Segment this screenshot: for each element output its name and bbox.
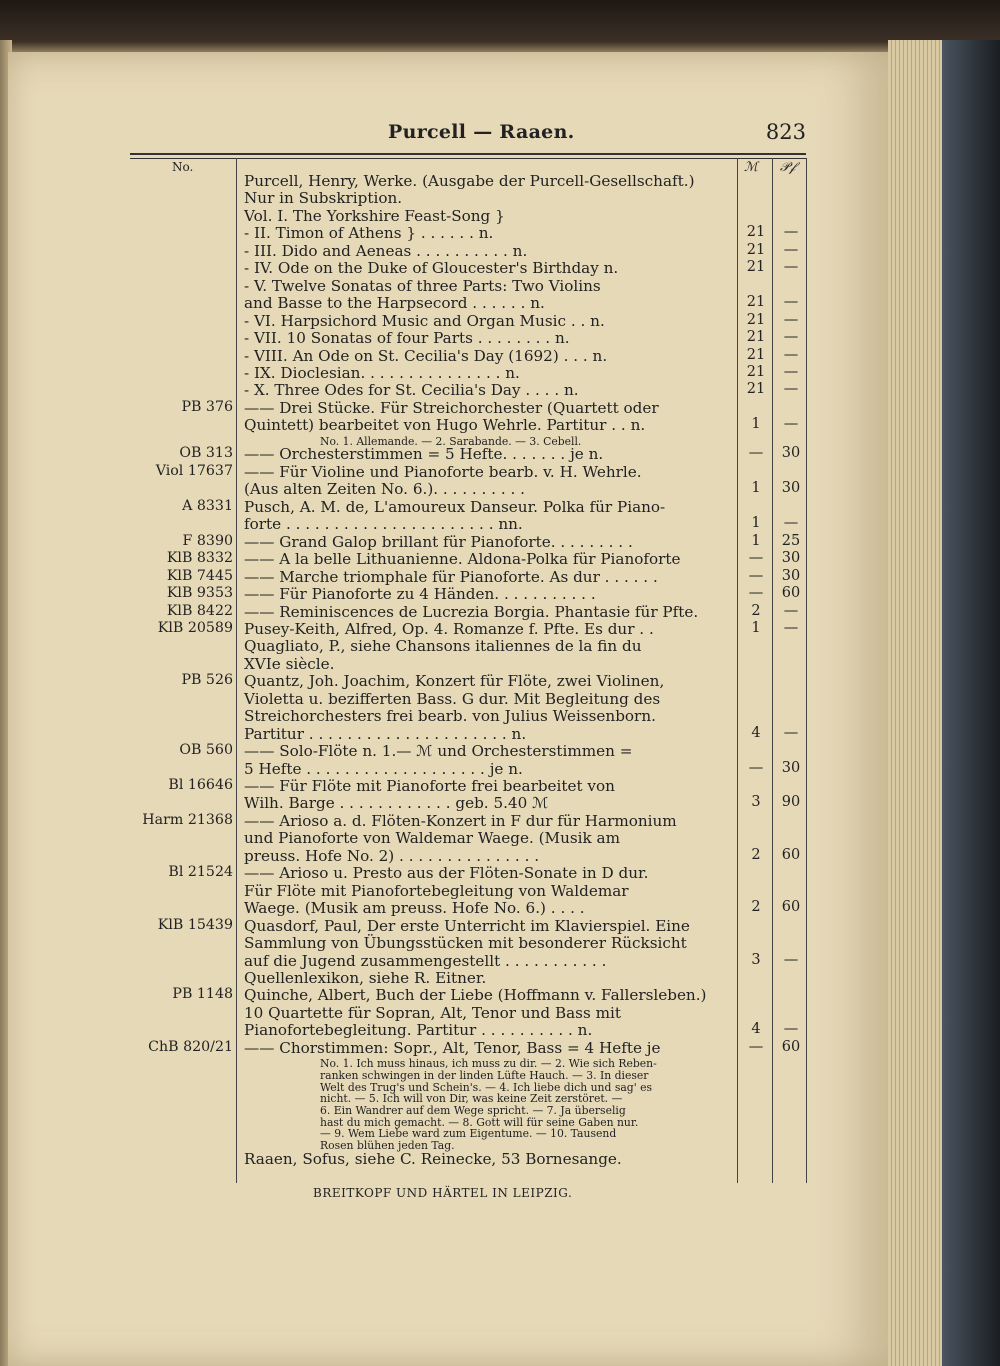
entry-line: —— Arioso a. d. Flöten-Konzert in F dur für Harmonium [244, 811, 677, 830]
no-column-header: No. [172, 160, 194, 174]
catalog-number: Bl 21524 [168, 864, 233, 881]
price-mark: 21 [746, 224, 766, 241]
running-title: Purcell — Raaen. [388, 121, 575, 143]
entry-line: Purcell, Henry, Werke. (Ausgabe der Purcell-Gesellschaft.) [244, 172, 695, 190]
entry-line: - VI. Harpsichord Music and Organ Music . . n. [244, 311, 605, 330]
price-pfennig: — [783, 951, 799, 968]
price-mark: 4 [751, 724, 761, 741]
entry-line: 5 Hefte . . . . . . . . . . . . . . . . . . . je n. [244, 759, 523, 778]
price-mark: 1 [751, 480, 761, 497]
entry-line: Sammlung von Übungsstücken mit besonderer Rücksicht [244, 934, 687, 953]
price-pfennig: — [783, 381, 799, 398]
price-mark: 1 [751, 515, 761, 532]
entry-line: Violetta u. bezifferten Bass. G dur. Mit Begleitung des [244, 689, 661, 708]
entry-line: hast du mich gemacht. — 8. Gott will für seine Gaben nur. [320, 1115, 639, 1129]
price-pfennig: 30 [781, 480, 801, 497]
entry-line: —— Für Violine und Pianoforte bearb. v. H. Wehrle. [244, 462, 642, 481]
entry-line: Pianofortebegleitung. Partitur . . . . . . . . . . n. [244, 1021, 593, 1040]
entry-line: Waege. (Musik am preuss. Hofe No. 6.) . . . . [244, 899, 585, 918]
price-mark: 21 [746, 259, 766, 276]
entry-line: - III. Dido and Aeneas . . . . . . . . . . n. [244, 241, 528, 260]
entry-line: Für Flöte mit Pianofortebegleitung von Waldemar [244, 881, 629, 900]
entry-line: —— Chorstimmen: Sopr., Alt, Tenor, Bass = 4 Hefte je [244, 1038, 661, 1057]
entry-line: Quasdorf, Paul, Der erste Unterricht im Klavierspiel. Eine [244, 916, 690, 935]
entry-line: - IX. Dioclesian. . . . . . . . . . . . . . . n. [244, 363, 520, 382]
entry-line: Quinche, Albert, Buch der Liebe (Hoffmann v. Fallersleben.) [244, 986, 707, 1005]
entry-line: Wilh. Barge . . . . . . . . . . . . geb. 5.40 ℳ [244, 794, 549, 813]
price-mark: — [748, 585, 764, 602]
page-header [130, 118, 810, 148]
entry-line: Welt des Trug's und Schein's. — 4. Ich liebe dich und sag' es [320, 1080, 653, 1094]
entry-line: - II. Timon of Athens } . . . . . . n. [244, 224, 494, 243]
entry-line: Quantz, Joh. Joachim, Konzert für Flöte, zwei Violinen, [244, 672, 665, 691]
entry-line: preuss. Hofe No. 2) . . . . . . . . . . . . . . . [244, 846, 540, 865]
price-mark: 1 [751, 619, 761, 636]
pfennig-column-header: 𝒫𝒻 [780, 160, 796, 175]
entry-line: No. 1. Ich muss hinaus, ich muss zu dir. — 2. Wie sich Reben- [320, 1057, 657, 1071]
price-mark: — [748, 445, 764, 462]
entry-line: Pusch, A. M. de, L'amoureux Danseur. Polka für Piano- [244, 497, 666, 516]
price-mark: 4 [751, 1021, 761, 1038]
catalog-number: A 8331 [182, 497, 233, 514]
catalog-number: F 8390 [182, 532, 233, 549]
price-pfennig: — [783, 311, 799, 328]
publisher-footer: BREITKOPF UND HÄRTEL IN LEIPZIG. [313, 1186, 573, 1200]
entry-line: Rosen blühen jeden Tag. [320, 1139, 455, 1153]
price-mark: — [748, 1038, 764, 1055]
price-pfennig: — [783, 724, 799, 741]
entry-line: - X. Three Odes for St. Cecilia's Day . . . . n. [244, 381, 579, 400]
catalog-number: PB 526 [181, 672, 233, 689]
price-pfennig: — [783, 602, 799, 619]
price-pfennig: — [783, 416, 799, 433]
price-mark: 21 [746, 241, 766, 258]
entry-line: - VIII. An Ode on St. Cecilia's Day (1692) . . . n. [244, 346, 608, 365]
entry-line: nicht. — 5. Ich will von Dir, was keine Zeit zerstöret. — [320, 1092, 623, 1106]
catalog-number: Bl 16646 [168, 777, 233, 793]
entry-line: Nur in Subskription. [244, 189, 403, 208]
entry-line: and Basse to the Harpsecord . . . . . . n. [244, 294, 545, 313]
price-pfennig: — [783, 259, 799, 276]
page-number: 823 [765, 120, 806, 144]
entry-line: —— Marche triomphale für Pianoforte. As dur . . . . . . [244, 567, 658, 586]
entry-line: Quintett) bearbeitet von Hugo Wehrle. Partitur . . n. [244, 416, 646, 435]
mark-column-header: ℳ [744, 160, 758, 175]
entry-line: Quagliato, P., siehe Chansons italiennes de la fin du [244, 637, 642, 656]
price-pfennig: 30 [781, 567, 801, 584]
price-pfennig: — [783, 241, 799, 258]
catalog-number: ChB 820/21 [148, 1038, 233, 1055]
entry-line: —— Drei Stücke. Für Streichorchester (Quartett oder [244, 398, 659, 417]
catalog-number: KlB 20589 [157, 619, 233, 636]
price-mark: — [748, 759, 764, 776]
price-mark: 1 [751, 532, 761, 549]
entry-line: - V. Twelve Sonatas of three Parts: Two Violins [244, 276, 601, 295]
catalog-number: PB 1148 [172, 986, 233, 1003]
entry-line: Pusey-Keith, Alfred, Op. 4. Romanze f. Pfte. Es dur . . [244, 619, 654, 638]
price-pfennig: 60 [781, 1038, 801, 1055]
entry-line: ranken schwingen in der linden Lüfte Hauch. — 3. In dieser [320, 1068, 649, 1082]
entry-line: —— Orchesterstimmen = 5 Hefte. . . . . . . je n. [244, 445, 604, 464]
price-mark: 21 [746, 381, 766, 398]
entry-line: Quellenlexikon, siehe R. Eitner. [244, 968, 487, 987]
entry-line: Vol. I. The Yorkshire Feast-Song } [244, 206, 505, 225]
price-mark: 2 [751, 846, 761, 863]
entry-line: - IV. Ode on the Duke of Gloucester's Birthday n. [244, 259, 619, 278]
price-pfennig: 30 [781, 550, 801, 567]
price-mark: 21 [746, 329, 766, 346]
entry-line: auf die Jugend zusammengestellt . . . . . . . . . . . [244, 951, 607, 970]
entry-line: —— Grand Galop brillant für Pianoforte. . . . . . . . . [244, 532, 633, 551]
price-pfennig: 60 [781, 846, 801, 863]
entry-line: —— A la belle Lithuanienne. Aldona-Polka für Pianoforte [244, 550, 681, 569]
price-pfennig: 90 [781, 794, 801, 811]
entry-line: (Aus alten Zeiten No. 6.). . . . . . . . . . [244, 480, 525, 499]
price-pfennig: 30 [781, 759, 801, 776]
entry-line: XVIe siècle. [244, 654, 335, 673]
price-mark: — [748, 567, 764, 584]
entry-line: und Pianoforte von Waldemar Waege. (Musik am [244, 829, 620, 848]
price-pfennig: — [783, 1021, 799, 1038]
catalog-number: KlB 8422 [166, 602, 233, 619]
entry-line: —— Solo-Flöte n. 1.— ℳ und Orchesterstimmen = [244, 742, 633, 761]
price-pfennig: — [783, 224, 799, 241]
price-mark: 3 [751, 951, 761, 968]
price-mark: 3 [751, 794, 761, 811]
entry-line: —— Reminiscences de Lucrezia Borgia. Phantasie für Pfte. [244, 602, 699, 621]
price-mark: 2 [751, 602, 761, 619]
entry-line: - VII. 10 Sonatas of four Parts . . . . . . . . n. [244, 329, 570, 348]
entry-line: Streichorchesters frei bearb. von Julius Weissenborn. [244, 707, 656, 726]
entry-line: No. 1. Allemande. — 2. Sarabande. — 3. Cebell. [320, 434, 582, 448]
price-pfennig: 60 [781, 899, 801, 916]
price-mark: 21 [746, 294, 766, 311]
entry-line: forte . . . . . . . . . . . . . . . . . . . . . . nn. [244, 515, 523, 534]
price-mark: 2 [751, 899, 761, 916]
catalog-number: Viol 17637 [155, 462, 233, 479]
price-mark: 21 [746, 346, 766, 363]
price-pfennig: 60 [781, 585, 801, 602]
catalog-number: OB 560 [179, 742, 233, 759]
price-mark: — [748, 550, 764, 567]
book-top-edge [0, 0, 1000, 52]
price-pfennig: — [783, 363, 799, 380]
catalog-number: OB 313 [179, 445, 233, 462]
price-pfennig: — [783, 515, 799, 532]
column-divider [236, 158, 237, 1183]
price-pfennig: — [783, 329, 799, 346]
price-pfennig: — [783, 294, 799, 311]
entry-line: Partitur . . . . . . . . . . . . . . . . . . . . . n. [244, 724, 527, 743]
catalog-number: KlB 15439 [157, 916, 233, 933]
price-mark: 21 [746, 311, 766, 328]
price-pfennig: — [783, 619, 799, 636]
price-pfennig: 25 [781, 532, 801, 549]
entry-line: 10 Quartette für Sopran, Alt, Tenor und Bass mit [244, 1003, 621, 1022]
entry-line: —— Für Pianoforte zu 4 Händen. . . . . . . . . . . [244, 585, 596, 604]
catalog-number: KlB 9353 [166, 585, 233, 602]
catalog-number: Harm 21368 [142, 811, 233, 828]
entry-line: —— Arioso u. Presto aus der Flöten-Sonate in D dur. [244, 864, 649, 883]
entry-line: —— Für Flöte mit Pianoforte frei bearbeitet von [244, 777, 615, 795]
price-mark: 21 [746, 363, 766, 380]
catalog-number: KlB 7445 [166, 567, 233, 584]
header-rule [130, 153, 806, 159]
price-mark: 1 [751, 416, 761, 433]
catalog-number: PB 376 [181, 398, 233, 415]
price-pfennig: 30 [781, 445, 801, 462]
entry-line: — 9. Wem Liebe ward zum Eigentume. — 10. Tausend [320, 1127, 617, 1141]
book-spine [888, 40, 1000, 1366]
catalog-number: KlB 8332 [166, 550, 233, 567]
entry-line: Raaen, Sofus, siehe C. Reinecke, 53 Bornesange. [244, 1149, 622, 1168]
entry-line: 6. Ein Wandrer auf dem Wege spricht. — 7. Ja überselig [320, 1104, 626, 1117]
price-pfennig: — [783, 346, 799, 363]
